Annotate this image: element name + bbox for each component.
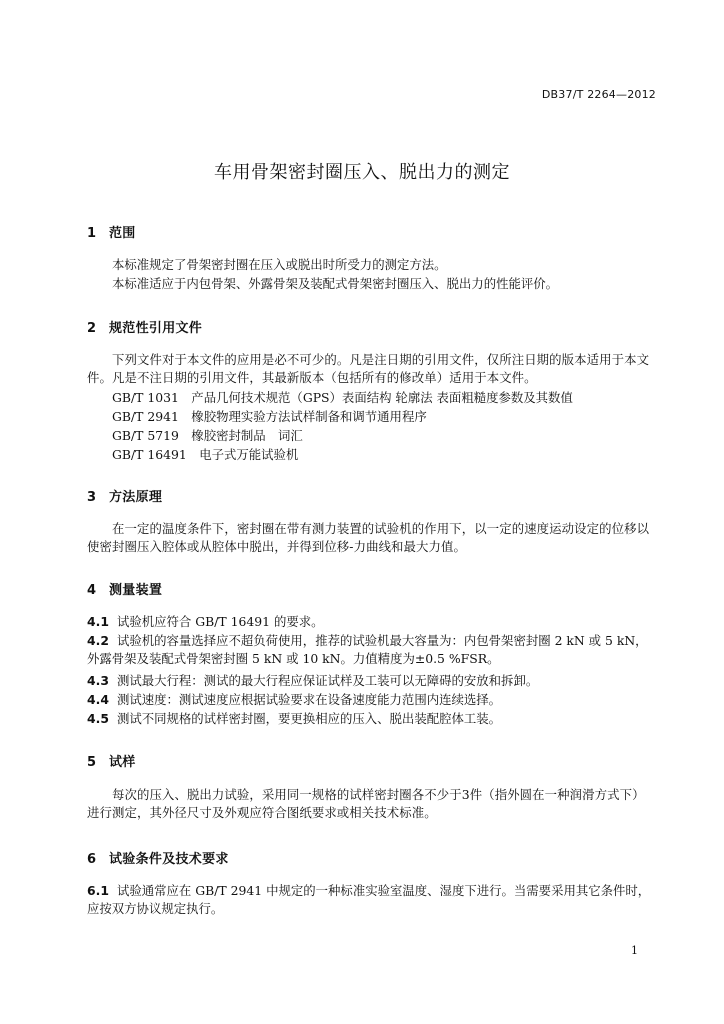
clause-6-1: [87, 882, 657, 918]
clause-4-1: [87, 613, 657, 631]
section-4-heading: [87, 579, 162, 598]
section-number: 3: [87, 490, 97, 505]
standard-code-header: DB37/T 2264—2012: [541, 88, 656, 101]
section-title: 试样: [109, 755, 136, 770]
section-1-paragraph-1: 本标准规定了骨架密封圈在压入或脱出时所受力的测定方法。: [112, 257, 447, 272]
clause-number: 4.4: [87, 692, 109, 707]
clause-number: 4.2: [87, 633, 109, 648]
section-number: 4: [87, 583, 97, 598]
section-3-heading: [87, 486, 162, 505]
section-1-heading: [87, 222, 136, 241]
clause-text: 试验通常应在 GB/T 2941 中规定的一种标准实验室温度、湿度下进行。当需要采用其它条件时，应按双方协议规定执行。: [87, 883, 651, 916]
section-5-heading: [87, 751, 136, 770]
reference-item: GB/T 16491 电子式万能试验机: [112, 447, 299, 462]
section-number: 6: [87, 852, 97, 867]
clause-text: 测试速度：测试速度应根据试验要求在设备速度能力范围内连续选择。: [116, 692, 502, 707]
clause-number: 4.3: [87, 673, 109, 688]
section-6-heading: [87, 848, 229, 867]
section-title: 测量装置: [109, 583, 163, 598]
clause-text: 试验机应符合 GB/T 16491 的要求。: [116, 614, 324, 629]
section-3-paragraph: 在一定的温度条件下，密封圈在带有测力装置的试验机的作用下，以一定的速度运动设定的位移以使密封圈压入腔体或从腔体中脱出，并得到位移-力曲线和最大力值。: [87, 521, 650, 554]
clause-number: 4.5: [87, 711, 109, 726]
clause-4-3: [87, 672, 657, 690]
reference-item: GB/T 1031 产品几何技术规范（GPS）表面结构 轮廓法 表面粗糙度参数及其数值: [112, 390, 573, 405]
document-title: 车用骨架密封圈压入、脱出力的测定: [214, 162, 510, 183]
section-number: 2: [87, 321, 97, 336]
section-title: 方法原理: [109, 490, 163, 505]
clause-4-5: [87, 710, 657, 728]
clause-4-4: [87, 691, 657, 709]
clause-text: 试验机的容量选择应不超负荷使用，推荐的试验机最大容量为：内包骨架密封圈 2 kN 或 5 kN，外露骨架及装配式骨架密封圈 5 kN 或 10 kN。力值精度为±0.5 %FSR。: [87, 633, 648, 666]
section-2-heading: [87, 317, 202, 336]
section-title: 范围: [109, 226, 136, 241]
section-5-paragraph: 每次的压入、脱出力试验，采用同一规格的试样密封圈各不少于3件（指外圆在一种润滑方式下）进行测定，其外径尺寸及外观应符合图纸要求或相关技术标准。: [87, 787, 645, 820]
section-number: 1: [87, 226, 97, 241]
section-title: 规范性引用文件: [109, 321, 203, 336]
section-2-intro: 下列文件对于本文件的应用是必不可少的。凡是注日期的引用文件，仅所注日期的版本适用于本文件。凡是不注日期的引用文件，其最新版本（包括所有的修改单）适用于本文件。: [87, 352, 650, 385]
clause-4-2: [87, 632, 657, 668]
reference-item: GB/T 5719 橡胶密封制品 词汇: [112, 428, 303, 443]
clause-text: 测试不同规格的试样密封圈，要更换相应的压入、脱出装配腔体工装。: [116, 711, 502, 726]
page-number: 1: [631, 944, 638, 957]
reference-item: GB/T 2941 橡胶物理实验方法试样制备和调节通用程序: [112, 409, 427, 424]
section-title: 试验条件及技术要求: [109, 852, 229, 867]
section-number: 5: [87, 755, 97, 770]
section-1-paragraph-2: 本标准适应于内包骨架、外露骨架及装配式骨架密封圈压入、脱出力的性能评价。: [112, 276, 559, 291]
clause-number: 4.1: [87, 614, 109, 629]
clause-number: 6.1: [87, 883, 109, 898]
clause-text: 测试最大行程：测试的最大行程应保证试样及工装可以无障碍的安放和拆卸。: [116, 673, 539, 688]
